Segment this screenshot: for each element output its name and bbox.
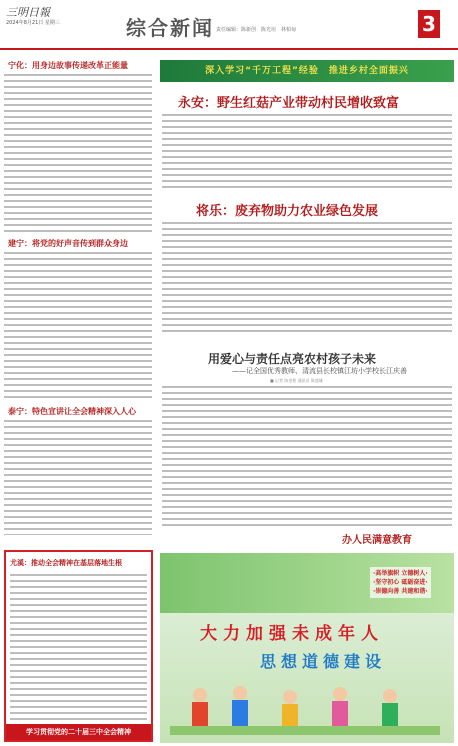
article-headline-yongan[interactable]: 永安：野生红菇产业带动村民增收致富 <box>178 96 400 111</box>
article-headline-youxi[interactable]: 尤溪：推动全会精神在基层落地生根 <box>10 559 122 567</box>
left-column <box>4 56 152 535</box>
article-byline-qingliu: ■ 记者 陈金铭 通讯员 陈盛雄 <box>270 378 323 383</box>
children-illustration <box>170 677 440 735</box>
article-body-youxi <box>10 574 147 724</box>
topic-banner: 深入学习“千万工程”经验 推进乡村全面振兴 <box>160 60 454 82</box>
article-headline-jiangle[interactable]: 将乐：废弃物助力农业绿色发展 <box>196 204 379 219</box>
article-body-jianning <box>4 252 152 400</box>
article-body-jiangle <box>162 222 452 334</box>
masthead <box>0 0 458 50</box>
poster-main-slogan-1: 大力加强未成年人 <box>200 624 384 644</box>
newspaper-logo: 三明日報 <box>6 6 50 19</box>
sidebar-headline-education[interactable]: 办人民满意教育 <box>342 535 412 546</box>
poster-main-slogan-2: 思想道德建设 <box>260 652 387 671</box>
page-number: 3 <box>418 10 440 38</box>
article-headline-ninghua[interactable]: 宁化：用身边故事传递改革正能量 <box>8 61 128 70</box>
poster-slogan-list: ·高举旗帜 立德树人· ·坚守初心 砥砺奋进· ·崇德向善 共建和谐· <box>370 567 431 598</box>
article-body-qingliu <box>162 386 452 526</box>
article-body-ninghua <box>4 74 152 232</box>
civic-poster <box>160 553 454 743</box>
campaign-footer-banner: 学习贯彻党的二十届三中全会精神 <box>6 724 151 740</box>
section-title: 综合新闻 <box>126 16 214 40</box>
article-headline-taining[interactable]: 泰宁：特色宣讲让全会精神深入人心 <box>8 407 136 416</box>
article-body-taining <box>4 420 152 535</box>
article-headline-qingliu[interactable]: 用爱心与责任点亮农村孩子未来 <box>208 352 377 366</box>
article-subheadline-qingliu: ——记全国优秀教师、清流县长校镇江坊小学校长江庆善 <box>232 367 407 375</box>
highlight-article-youxi[interactable] <box>4 550 153 742</box>
editor-credits: 责任编辑：陈新创 陈光垣 林柏甸 <box>216 27 297 33</box>
article-headline-jianning[interactable]: 建宁：将党的好声音传到群众身边 <box>8 239 128 248</box>
issue-date: 2024年8月21日 星期三 <box>6 20 60 26</box>
article-body-yongan <box>162 114 452 190</box>
